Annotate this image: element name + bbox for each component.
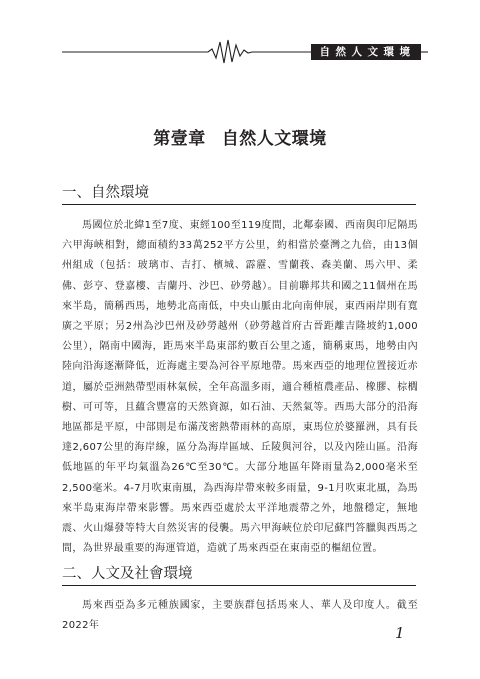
chapter-name: 自然人文環境: [221, 129, 327, 149]
chapter-number: 第壹章: [153, 129, 206, 149]
section-heading-natural: 一、自然環境: [62, 185, 149, 201]
section-paragraph-culture: 馬來西亞為多元種族國家，主要族群包括馬來人、華人及印度人。截至2022年: [62, 600, 418, 632]
section-rule: [62, 585, 416, 586]
page-number: 1: [395, 624, 405, 642]
chapter-title: [0, 124, 480, 149]
section-rule: [62, 204, 416, 205]
running-header-label: 自然人文環境: [311, 44, 421, 60]
section-heading-culture: 二、人文及社會環境: [62, 566, 193, 582]
section-paragraph-natural: 馬國位於北緯1至7度、東經100至119度間，北鄰泰國、西南與印尼隔馬六甲海峽相對，總面積約33萬252平方公里，約相當於臺灣之九倍，由13個州組成（包括：玻璃市、吉打、檳城、霹靂、雪蘭莪、森美蘭、馬六甲、柔佛、彭亨、登嘉樓、吉蘭丹、沙巴、砂勞越）。目前聯邦共和國之11個州在馬來半島，簡稱西馬，地勢北高南低，中央山脈由北向南伸展，東西兩岸則有寬廣之平原；另2州為沙巴州及砂勞越州（砂勞越首府古晉距離吉隆坡約1,000公里），隔南中國海，距馬來半島東部約數百公里之遙，簡稱東馬，地勢由內陸向沿海逐漸降低，近海處主要為河谷平原地帶。馬來西亞的地理位置接近赤道，屬於亞洲熱帶型雨林氣候，全年高溫多雨，適合種植農產品、橡膠、棕櫚樹、可可等，且蘊含豐富的天然資源，如石油、天然氣等。西馬大部分的沿海地區都是平原，中部則是布滿茂密熱帶雨林的高原，東馬位於婆羅洲，具有長達2,607公里的海岸線，區分為海岸區域、丘陵與河谷，以及內陸山區。沿海低地區的年平均氣溫為26℃至30℃。大部分地區年降雨量為2,000毫米至2,500毫米。4-7月吹東南風，為西海岸帶來較多雨量，9-1月吹東北風，為馬來半島東海岸帶來影響。馬來西亞處於太平洋地震帶之外，地盤穩定，無地震、火山爆發等特大自然災害的侵襲。馬六甲海峽位於印尼蘇門答臘與西馬之間，為世界最重要的海運管道，造就了馬來西亞在東南亞的樞紐位置。: [62, 220, 418, 555]
running-header: [0, 36, 480, 68]
